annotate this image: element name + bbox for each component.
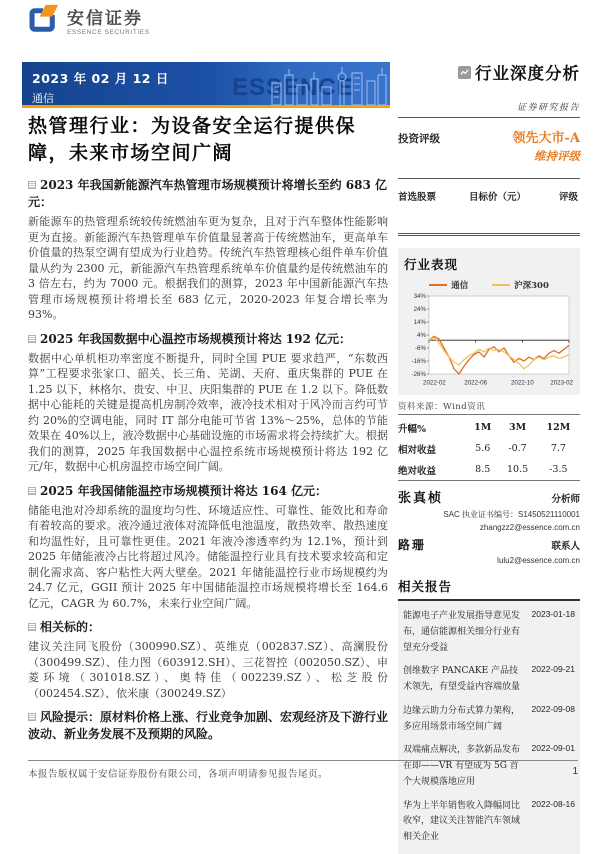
banner-watermark: ESSENCE [232, 74, 354, 101]
legend-item [429, 279, 468, 291]
col-12m: 12M [546, 422, 571, 433]
svg-text:34%: 34% [413, 293, 426, 300]
col-change: 升幅% [398, 423, 427, 435]
section-bullet-icon [28, 181, 36, 189]
header-banner [22, 62, 390, 108]
analyst-cert: SAC 执业证书编号：S1450521110001 [443, 510, 580, 519]
table-row: 相对收益 5.6 -0.7 7.7 [398, 443, 566, 456]
divider [398, 117, 580, 118]
section-bullet-icon [28, 335, 36, 343]
data-source: 资料来源：Wind资讯 [398, 400, 580, 415]
report-type-title: 行业深度分析 [475, 64, 580, 83]
section-bullet-icon [28, 487, 36, 495]
section-body: 新能源车的热管理系统较传统燃油车更为复杂，且对于汽车整体性能影响更为直接。新能源汽车热管理单车价值量显著高于传统燃油车，更高单车价值量的热泵空调有望成为行业趋势。传统汽车热管理核心组件单车价值量从约为 2300 元，新能源汽车热管理系统单车价值量约是传统燃油车的 3 倍左右，约为 7000 元。根据我们的测算，2023 年中国新能源汽车热管理市场规模预计将增长至 683 亿元，2020-2023 年复合增长率为 93%。 [28, 215, 388, 321]
section-heading: 2025 年我国储能温控市场规模预计将达 164 亿元： [28, 483, 388, 500]
analyst-block [398, 487, 580, 565]
svg-text:-6%: -6% [414, 345, 426, 352]
performance-table [398, 417, 580, 481]
main-content [28, 113, 388, 751]
report-list-item: 边缘云助力分布式算力架构，多应用场景市场空间广阔 2022-09-08 [403, 703, 575, 732]
svg-text:-16%: -16% [411, 358, 426, 365]
report-list-item: 华为上半年销售收入降幅同比收窄，建议关注智能汽车领域相关企业 2022-08-16 [403, 798, 575, 842]
analyst-name: 张真桢 [398, 491, 444, 506]
svg-text:2022-02: 2022-02 [423, 379, 446, 387]
rating-label: 投资评级 [398, 133, 440, 145]
double-divider [398, 233, 580, 236]
table-row: 绝对收益 8.5 10.5 -3.5 [398, 464, 568, 477]
copyright-disclaimer: 本报告版权属于安信证券股份有限公司，各项声明请参见报告尾页。 [28, 769, 329, 780]
section [28, 483, 388, 612]
banner-left [22, 62, 230, 105]
essence-logo [26, 4, 150, 36]
analyst-row [398, 487, 580, 506]
section-heading: 2023 年我国新能源汽车热管理市场规模预计将增长至约 683 亿元： [28, 178, 387, 209]
page-number: 1 [572, 766, 578, 777]
section-heading: 相关标的： [28, 619, 388, 636]
skyline-graphic [268, 65, 388, 105]
stock-col-target: 目标价（元） [468, 192, 526, 203]
legend-swatch-tongxin [429, 284, 447, 286]
related-reports-list [398, 601, 580, 854]
section [28, 331, 388, 475]
section-heading: 2025 年我国数据中心温控市场规模预计将达 192 亿元： [28, 331, 388, 348]
report-date: 2023 年 02 月 12 日 [32, 71, 169, 86]
svg-text:24%: 24% [413, 306, 426, 313]
performance-title: 行业表现 [404, 257, 459, 272]
section-body: 数据中心单机柜功率密度不断提升，同时全国 PUE 要求趋严，“东数西算”工程要求张家口、韶关、长三角、芜湖、天府、重庆集群的 PUE 在 1.25 以下，林格尔、贵安、中卫、庆阳集群的 PUE 在 1.2 以下。降低数据中心能耗的关键是提高机房制冷效率，液冷技术相对于风冷而言约可节约 20%的空调电能，同时 IT 部分电能可节省 13%～25%，总体的节能效果在 40%以上，液冷数据中心基础设施的市场需求将会持续扩大。根据我们的测算，2025 年我国数据中心温控系统市场规模预计将达 192 亿元/年，数据中心机房温控市场空间广阔。 [28, 351, 388, 473]
contact-row [398, 536, 580, 553]
report-list-item: 能源电子产业发展指导意见发布，通信能源相关细分行业有望充分受益 2023-01-18 [403, 609, 575, 653]
industry-label: 通信 [32, 92, 54, 105]
preferred-stock-header [398, 189, 580, 203]
section-body: 储能电池对冷却系统的温度均匀性、环境适应性、可靠性、能效比和寿命有着较高的要求。液冷通过液体对流降低电池温度，散热效率、散热速度和均温性好，且可靠性更佳。2021 年液冷渗透率约为 12.1%，预计到 2025 年储能液冷占比将超过风冷。储能温控行业具有技术要求较高和定制化需求高、客户粘性大两大壁垒。2021 年储能温控行业市场规模约为 24.7 亿元，GGII 预计 2025 年中国储能温控市场规模将增长至 164.6 亿元，CAGR 为 60.7%，未来行业空间广阔。 [28, 503, 388, 610]
analyst-role: 分析师 [551, 494, 580, 505]
related-reports-title: 相关报告 [398, 577, 580, 601]
svg-text:14%: 14% [413, 319, 426, 326]
divider [398, 178, 580, 179]
analyst-email-link[interactable]: zhangzz2@essence.com.cn [479, 523, 580, 532]
industry-performance-box [398, 248, 580, 395]
contact-name: 路珊 [398, 538, 427, 552]
report-category: 证券研究报告 [516, 103, 580, 113]
legend-label: 沪深300 [514, 281, 549, 291]
contact-role: 联系人 [551, 541, 580, 552]
banner-right [230, 62, 390, 105]
contact-email-link[interactable]: lulu2@essence.com.cn [497, 556, 580, 565]
svg-text:2022-10: 2022-10 [510, 379, 534, 387]
report-type-row [398, 60, 580, 84]
rating-maintain: 维持评级 [534, 149, 580, 163]
col-1m: 1M [474, 422, 492, 433]
essence-logo-icon [26, 4, 60, 36]
legend-item [492, 279, 549, 291]
stock-col-rating: 评级 [558, 192, 578, 203]
table-header-row [398, 417, 580, 438]
legend-swatch-hs300 [492, 284, 510, 286]
report-list-item: 双端痛点解决，多款新品发布在即——VR 有望成为 5G 首个大规模落地应用 2022-09-01 [403, 743, 575, 787]
brand-name-en: ESSENCE SECURITIES [67, 29, 150, 36]
rating-value: 领先大市-A [512, 131, 580, 146]
svg-text:4%: 4% [417, 332, 426, 339]
legend-label: 通信 [451, 281, 469, 291]
brand-name-cn: 安信证券 [67, 9, 143, 29]
risk-heading: 风险提示：原材料价格上涨、行业竞争加剧、宏观经济及下游行业波动、新业务发展不及预期的风险。 [28, 710, 389, 741]
svg-text:2023-02: 2023-02 [550, 379, 573, 387]
report-title: 热管理行业：为设备安全运行提供保障，未来市场空间广阔 [28, 115, 357, 164]
rating-row [398, 127, 580, 146]
stock-col-name: 首选股票 [398, 192, 437, 203]
section [28, 177, 388, 323]
line-chart-icon [458, 66, 471, 79]
performance-line-chart [404, 291, 574, 387]
chart-legend [404, 279, 574, 291]
svg-text:-26%: -26% [411, 371, 426, 378]
section-bullet-icon [28, 623, 36, 631]
page-footer [28, 760, 578, 780]
section [28, 619, 388, 701]
section-body: 建议关注同飞股份（300990.SZ）、英维克（002837.SZ）、高澜股份（300499.SZ）、佳力图（603912.SH）、三花智控（002050.SZ）、申菱环境（301018.SZ）、奥特佳（002239.SZ）、松芝股份（002454.SZ）、依米康（300249.SZ） [28, 640, 388, 700]
brand-text [67, 4, 150, 36]
sidebar [398, 60, 580, 854]
risk-section [28, 709, 388, 743]
svg-text:2022-06: 2022-06 [464, 379, 488, 387]
section-bullet-icon [28, 713, 36, 721]
col-3m: 3M [508, 422, 527, 433]
report-list-item: 创维数字 PANCAKE 产品技术领先，有望受益内容端放量 2022-09-21 [403, 664, 575, 692]
